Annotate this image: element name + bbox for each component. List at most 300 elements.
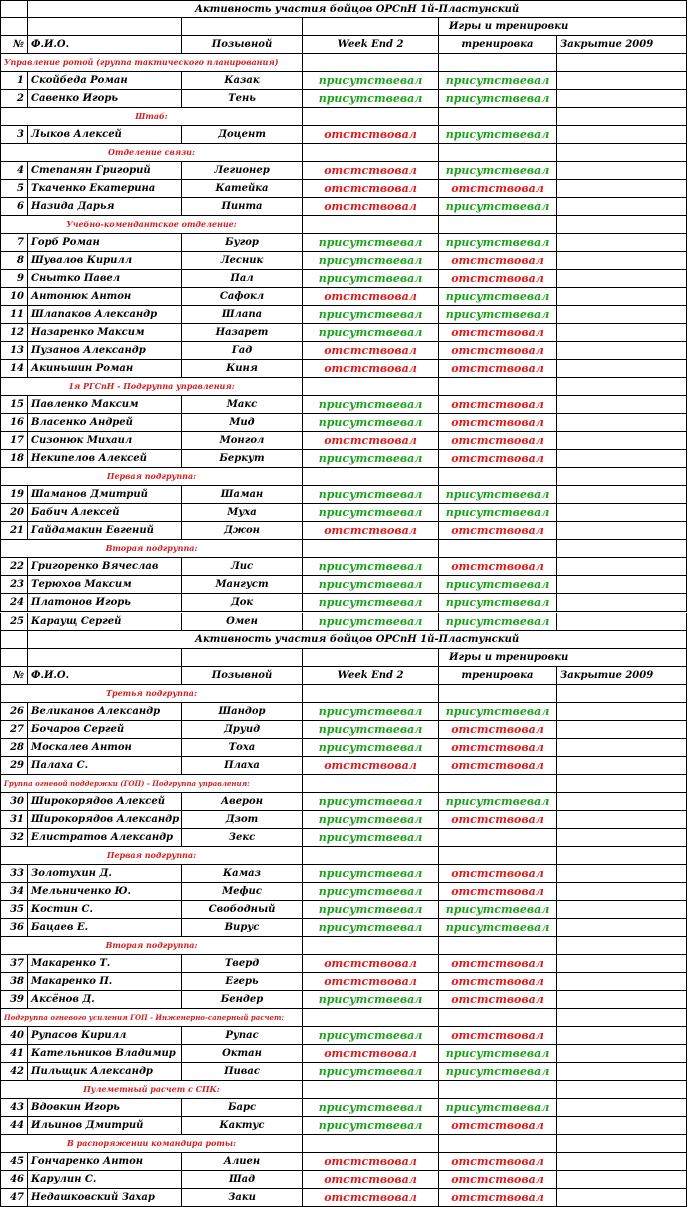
fighter-name: Антонюк Антон bbox=[28, 288, 182, 306]
section-row bbox=[0, 540, 688, 558]
closing-status bbox=[557, 1063, 687, 1081]
table-row bbox=[0, 162, 688, 180]
header-num: № bbox=[0, 36, 28, 54]
fighter-name: Павленко Максим bbox=[28, 396, 182, 414]
closing-status bbox=[557, 883, 687, 901]
table-row bbox=[0, 955, 688, 973]
callsign: Лис bbox=[182, 558, 303, 576]
table-row bbox=[0, 558, 688, 576]
callsign: Тоха bbox=[182, 739, 303, 757]
training-status: присутствевал bbox=[439, 901, 557, 919]
row-number: 23 bbox=[0, 576, 28, 594]
section-label: Группа огневой поддержки (ГОП) - Подгруппа управления: bbox=[0, 775, 303, 793]
table-row bbox=[0, 270, 688, 288]
row-number: 40 bbox=[0, 1027, 28, 1045]
fighter-name: Шувалов Кирилл bbox=[28, 252, 182, 270]
section-row bbox=[0, 1081, 688, 1099]
fighter-name: Сизонюк Михаил bbox=[28, 432, 182, 450]
closing-status bbox=[557, 486, 687, 504]
closing-status bbox=[557, 450, 687, 468]
section-row bbox=[0, 847, 688, 865]
row-number: 24 bbox=[0, 594, 28, 612]
fighter-name: Ильинов Дмитрий bbox=[28, 1117, 182, 1135]
header-callsign: Позывной bbox=[182, 36, 303, 54]
fighter-name: Лыков Алексей bbox=[28, 126, 182, 144]
callsign: Пал bbox=[182, 270, 303, 288]
games-header: Игры и тренировки bbox=[439, 649, 687, 667]
row-number: 30 bbox=[0, 793, 28, 811]
closing-status bbox=[557, 594, 687, 612]
weekend-status: отстствовал bbox=[303, 162, 439, 180]
training-status: присутствевал bbox=[439, 1063, 557, 1081]
fighter-name: Широкорядов Алексей bbox=[28, 793, 182, 811]
closing-status bbox=[557, 504, 687, 522]
section-row bbox=[0, 1135, 688, 1153]
training-status: присутствевал bbox=[439, 72, 557, 90]
callsign: Пивас bbox=[182, 1063, 303, 1081]
row-number: 11 bbox=[0, 306, 28, 324]
weekend-status: присутствевал bbox=[303, 793, 439, 811]
fighter-name: Назида Дарья bbox=[28, 198, 182, 216]
closing-status bbox=[557, 901, 687, 919]
training-status: присутствевал bbox=[439, 703, 557, 721]
table-title-row bbox=[0, 0, 688, 18]
table-row bbox=[0, 252, 688, 270]
weekend-status: отстствовал bbox=[303, 757, 439, 775]
row-number: 22 bbox=[0, 558, 28, 576]
fighter-name: Снытко Павел bbox=[28, 270, 182, 288]
training-status bbox=[439, 829, 557, 847]
fighter-name: Назаренко Максим bbox=[28, 324, 182, 342]
table-row bbox=[0, 1045, 688, 1063]
row-number: 44 bbox=[0, 1117, 28, 1135]
section-label: Первая подгруппа: bbox=[0, 847, 303, 865]
training-status: отстствовал bbox=[439, 1117, 557, 1135]
closing-status bbox=[557, 1045, 687, 1063]
table-row bbox=[0, 594, 688, 612]
callsign: Гад bbox=[182, 342, 303, 360]
fighter-name: Широкорядов Александр bbox=[28, 811, 182, 829]
column-header-row bbox=[0, 36, 688, 54]
row-number: 4 bbox=[0, 162, 28, 180]
training-status: отстствовал bbox=[439, 991, 557, 1009]
weekend-status: отстствовал bbox=[303, 342, 439, 360]
cell-blank bbox=[557, 775, 687, 793]
weekend-status: присутствевал bbox=[303, 829, 439, 847]
table-row bbox=[0, 1171, 688, 1189]
row-number: 6 bbox=[0, 198, 28, 216]
table-row bbox=[0, 360, 688, 378]
training-status: присутствевал bbox=[439, 486, 557, 504]
callsign: Назарет bbox=[182, 324, 303, 342]
closing-status bbox=[557, 793, 687, 811]
cell-blank bbox=[439, 108, 557, 126]
cell-blank bbox=[439, 216, 557, 234]
weekend-status: присутствевал bbox=[303, 558, 439, 576]
section-label: В распоряжении командира роты: bbox=[0, 1135, 303, 1153]
training-status: присутствевал bbox=[439, 90, 557, 108]
cell-blank bbox=[557, 1009, 687, 1027]
closing-status bbox=[557, 955, 687, 973]
callsign: Октан bbox=[182, 1045, 303, 1063]
weekend-status: отстствовал bbox=[303, 288, 439, 306]
cell-blank bbox=[0, 649, 28, 667]
header-weekend: Week End 2 bbox=[303, 36, 439, 54]
training-status: присутствевал bbox=[439, 1099, 557, 1117]
training-status: присутствевал bbox=[439, 126, 557, 144]
fighter-name: Бабич Алексей bbox=[28, 504, 182, 522]
training-status: отстствовал bbox=[439, 973, 557, 991]
table-row bbox=[0, 522, 688, 540]
table-row bbox=[0, 811, 688, 829]
weekend-status: присутствевал bbox=[303, 721, 439, 739]
fighter-name: Гончаренко Антон bbox=[28, 1153, 182, 1171]
row-number: 47 bbox=[0, 1189, 28, 1207]
section-label: Учебно-комендантское отделение: bbox=[0, 216, 303, 234]
closing-status bbox=[557, 252, 687, 270]
row-number: 43 bbox=[0, 1099, 28, 1117]
callsign: Бугор bbox=[182, 234, 303, 252]
cell-blank bbox=[0, 18, 28, 36]
training-status: отстствовал bbox=[439, 396, 557, 414]
fighter-name: Караущ Сергей bbox=[28, 613, 182, 631]
callsign: Джон bbox=[182, 522, 303, 540]
fighter-name: Елистратов Александр bbox=[28, 829, 182, 847]
header-name: Ф.И.О. bbox=[28, 36, 182, 54]
row-number: 16 bbox=[0, 414, 28, 432]
table-title: Активность участия бойцов ОРСпН 1й-Пластунский bbox=[28, 631, 687, 649]
section-label: Вторая подгруппа: bbox=[0, 937, 303, 955]
group-header-row bbox=[0, 18, 688, 36]
fighter-name: Недашковский Захар bbox=[28, 1189, 182, 1207]
training-status: присутствевал bbox=[439, 1045, 557, 1063]
training-status: присутствевал bbox=[439, 162, 557, 180]
section-label: Управление ротой (группа тактического планирования) bbox=[0, 54, 303, 72]
section-label: Первая подгруппа: bbox=[0, 468, 303, 486]
training-status: присутствевал bbox=[439, 793, 557, 811]
cell-blank bbox=[557, 108, 687, 126]
callsign: Омен bbox=[182, 613, 303, 631]
cell-blank bbox=[303, 847, 439, 865]
closing-status bbox=[557, 414, 687, 432]
callsign: Макс bbox=[182, 396, 303, 414]
row-number: 9 bbox=[0, 270, 28, 288]
table-row bbox=[0, 72, 688, 90]
fighter-name: Великанов Александр bbox=[28, 703, 182, 721]
table-row bbox=[0, 180, 688, 198]
header-closing: Закрытие 2009 bbox=[557, 667, 687, 685]
table-row bbox=[0, 396, 688, 414]
cell-blank bbox=[557, 468, 687, 486]
callsign: Казак bbox=[182, 72, 303, 90]
table-row bbox=[0, 1099, 688, 1117]
row-number: 5 bbox=[0, 180, 28, 198]
weekend-status: присутствевал bbox=[303, 270, 439, 288]
closing-status bbox=[557, 721, 687, 739]
weekend-status: присутствевал bbox=[303, 414, 439, 432]
callsign: Плаха bbox=[182, 757, 303, 775]
closing-status bbox=[557, 1171, 687, 1189]
table-row bbox=[0, 829, 688, 847]
callsign: Тверд bbox=[182, 955, 303, 973]
callsign: Зекс bbox=[182, 829, 303, 847]
table-row bbox=[0, 450, 688, 468]
row-number: 12 bbox=[0, 324, 28, 342]
cell-blank bbox=[557, 937, 687, 955]
training-status: отстствовал bbox=[439, 955, 557, 973]
fighter-name: Карулин С. bbox=[28, 1171, 182, 1189]
section-row bbox=[0, 685, 688, 703]
callsign: Алиен bbox=[182, 1153, 303, 1171]
fighter-name: Аксёнов Д. bbox=[28, 991, 182, 1009]
closing-status bbox=[557, 162, 687, 180]
row-number: 15 bbox=[0, 396, 28, 414]
training-status: отстствовал bbox=[439, 342, 557, 360]
row-number: 17 bbox=[0, 432, 28, 450]
callsign: Заки bbox=[182, 1189, 303, 1207]
section-row bbox=[0, 1009, 688, 1027]
section-row bbox=[0, 937, 688, 955]
table-row bbox=[0, 414, 688, 432]
fighter-name: Терюхов Максим bbox=[28, 576, 182, 594]
cell-blank bbox=[439, 54, 557, 72]
cell-blank bbox=[303, 1009, 439, 1027]
closing-status bbox=[557, 432, 687, 450]
header-training: тренировка bbox=[439, 36, 557, 54]
section-row bbox=[0, 216, 688, 234]
table-row bbox=[0, 306, 688, 324]
header-callsign: Позывной bbox=[182, 667, 303, 685]
closing-status bbox=[557, 288, 687, 306]
training-status: присутствевал bbox=[439, 504, 557, 522]
weekend-status: отстствовал bbox=[303, 360, 439, 378]
training-status: отстствовал bbox=[439, 360, 557, 378]
cell-blank bbox=[182, 18, 303, 36]
cell-blank bbox=[557, 540, 687, 558]
closing-status bbox=[557, 306, 687, 324]
fighter-name: Скойбеда Роман bbox=[28, 72, 182, 90]
fighter-name: Пузанов Александр bbox=[28, 342, 182, 360]
row-number: 21 bbox=[0, 522, 28, 540]
cell-blank bbox=[303, 1135, 439, 1153]
closing-status bbox=[557, 342, 687, 360]
closing-status bbox=[557, 180, 687, 198]
fighter-name: Григоренко Вячеслав bbox=[28, 558, 182, 576]
row-number: 27 bbox=[0, 721, 28, 739]
cell-blank bbox=[303, 1081, 439, 1099]
callsign: Дзот bbox=[182, 811, 303, 829]
fighter-name: Гайдамакин Евгений bbox=[28, 522, 182, 540]
closing-status bbox=[557, 1099, 687, 1117]
weekend-status: присутствевал bbox=[303, 594, 439, 612]
row-number: 41 bbox=[0, 1045, 28, 1063]
callsign: Мефис bbox=[182, 883, 303, 901]
table-row bbox=[0, 757, 688, 775]
closing-status bbox=[557, 576, 687, 594]
callsign: Тень bbox=[182, 90, 303, 108]
table-row bbox=[0, 901, 688, 919]
callsign: Легионер bbox=[182, 162, 303, 180]
training-status: отстствовал bbox=[439, 721, 557, 739]
row-number: 31 bbox=[0, 811, 28, 829]
cell-blank bbox=[557, 54, 687, 72]
closing-status bbox=[557, 973, 687, 991]
weekend-status: присутствевал bbox=[303, 613, 439, 631]
row-number: 19 bbox=[0, 486, 28, 504]
callsign: Киня bbox=[182, 360, 303, 378]
weekend-status: отстствовал bbox=[303, 955, 439, 973]
table-row bbox=[0, 234, 688, 252]
callsign: Барс bbox=[182, 1099, 303, 1117]
weekend-status: присутствевал bbox=[303, 324, 439, 342]
closing-status bbox=[557, 1189, 687, 1207]
section-row bbox=[0, 144, 688, 162]
cell-blank bbox=[303, 468, 439, 486]
section-row bbox=[0, 468, 688, 486]
cell-blank bbox=[557, 378, 687, 396]
section-label: Третья подгруппа: bbox=[0, 685, 303, 703]
closing-status bbox=[557, 270, 687, 288]
closing-status bbox=[557, 1153, 687, 1171]
cell-blank bbox=[303, 540, 439, 558]
row-number: 13 bbox=[0, 342, 28, 360]
weekend-status: присутствевал bbox=[303, 486, 439, 504]
section-label: Вторая подгруппа: bbox=[0, 540, 303, 558]
cell-blank bbox=[303, 649, 439, 667]
cell-blank bbox=[557, 144, 687, 162]
fighter-name: Ткаченко Екатерина bbox=[28, 180, 182, 198]
training-status: отстствовал bbox=[439, 450, 557, 468]
section-label: Подгруппа огневого усиления ГОП - Инженерно-саперный расчет: bbox=[0, 1009, 303, 1027]
fighter-name: Вдовкин Игорь bbox=[28, 1099, 182, 1117]
callsign: Мангуст bbox=[182, 576, 303, 594]
closing-status bbox=[557, 234, 687, 252]
training-status: присутствевал bbox=[439, 288, 557, 306]
callsign: Шандор bbox=[182, 703, 303, 721]
closing-status bbox=[557, 811, 687, 829]
table-row bbox=[0, 324, 688, 342]
weekend-status: отстствовал bbox=[303, 1153, 439, 1171]
section-row bbox=[0, 378, 688, 396]
cell-blank bbox=[439, 775, 557, 793]
section-label: Пулеметный расчет с СПК: bbox=[0, 1081, 303, 1099]
closing-status bbox=[557, 522, 687, 540]
training-status: отстствовал bbox=[439, 865, 557, 883]
cell-blank bbox=[303, 775, 439, 793]
callsign: Монгол bbox=[182, 432, 303, 450]
callsign: Бендер bbox=[182, 991, 303, 1009]
row-number: 14 bbox=[0, 360, 28, 378]
fighter-name: Некипелов Алексей bbox=[28, 450, 182, 468]
table-title-row bbox=[0, 631, 688, 649]
closing-status bbox=[557, 865, 687, 883]
fighter-name: Мельниченко Ю. bbox=[28, 883, 182, 901]
cell-blank bbox=[557, 847, 687, 865]
training-status: присутствевал bbox=[439, 198, 557, 216]
closing-status bbox=[557, 360, 687, 378]
weekend-status: присутствевал bbox=[303, 991, 439, 1009]
training-status: отстствовал bbox=[439, 414, 557, 432]
fighter-name: Костин С. bbox=[28, 901, 182, 919]
weekend-status: присутствевал bbox=[303, 865, 439, 883]
callsign: Кактус bbox=[182, 1117, 303, 1135]
closing-status bbox=[557, 1117, 687, 1135]
fighter-name: Макаренко П. bbox=[28, 973, 182, 991]
row-number: 42 bbox=[0, 1063, 28, 1081]
header-weekend: Week End 2 bbox=[303, 667, 439, 685]
fighter-name: Москалев Антон bbox=[28, 739, 182, 757]
weekend-status: отстствовал bbox=[303, 180, 439, 198]
row-number: 28 bbox=[0, 739, 28, 757]
closing-status bbox=[557, 829, 687, 847]
weekend-status: присутствевал bbox=[303, 72, 439, 90]
callsign: Беркут bbox=[182, 450, 303, 468]
weekend-status: отстствовал bbox=[303, 126, 439, 144]
column-header-row bbox=[0, 667, 688, 685]
section-label: Штаб: bbox=[0, 108, 303, 126]
fighter-name: Акиньшин Роман bbox=[28, 360, 182, 378]
callsign: Мид bbox=[182, 414, 303, 432]
cell-blank bbox=[439, 937, 557, 955]
cell-blank bbox=[557, 685, 687, 703]
row-number: 34 bbox=[0, 883, 28, 901]
table-row bbox=[0, 1189, 688, 1207]
table-row bbox=[0, 919, 688, 937]
cell-blank bbox=[303, 108, 439, 126]
row-number: 7 bbox=[0, 234, 28, 252]
cell-blank bbox=[0, 631, 28, 649]
fighter-name: Савенко Игорь bbox=[28, 90, 182, 108]
cell-blank bbox=[439, 685, 557, 703]
closing-status bbox=[557, 324, 687, 342]
header-num: № bbox=[0, 667, 28, 685]
training-status: присутствевал bbox=[439, 594, 557, 612]
table-row bbox=[0, 883, 688, 901]
weekend-status: присутствевал bbox=[303, 703, 439, 721]
row-number: 29 bbox=[0, 757, 28, 775]
closing-status bbox=[557, 757, 687, 775]
callsign: Лесник bbox=[182, 252, 303, 270]
cell-blank bbox=[182, 649, 303, 667]
header-training: тренировка bbox=[439, 667, 557, 685]
callsign: Доцент bbox=[182, 126, 303, 144]
callsign: Друид bbox=[182, 721, 303, 739]
weekend-status: присутствевал bbox=[303, 739, 439, 757]
table-row bbox=[0, 288, 688, 306]
cell-blank bbox=[439, 1081, 557, 1099]
cell-blank bbox=[439, 1135, 557, 1153]
cell-blank bbox=[557, 1135, 687, 1153]
weekend-status: присутствевал bbox=[303, 306, 439, 324]
row-number: 32 bbox=[0, 829, 28, 847]
table-row bbox=[0, 126, 688, 144]
row-number: 8 bbox=[0, 252, 28, 270]
section-label: Отделение связи: bbox=[0, 144, 303, 162]
table-row bbox=[0, 613, 688, 631]
row-number: 36 bbox=[0, 919, 28, 937]
callsign: Аверон bbox=[182, 793, 303, 811]
training-status: отстствовал bbox=[439, 757, 557, 775]
weekend-status: присутствевал bbox=[303, 811, 439, 829]
table-row bbox=[0, 1063, 688, 1081]
closing-status bbox=[557, 919, 687, 937]
row-number: 39 bbox=[0, 991, 28, 1009]
weekend-status: отстствовал bbox=[303, 522, 439, 540]
cell-blank bbox=[303, 216, 439, 234]
weekend-status: присутствевал bbox=[303, 901, 439, 919]
cell-blank bbox=[557, 216, 687, 234]
closing-status bbox=[557, 126, 687, 144]
